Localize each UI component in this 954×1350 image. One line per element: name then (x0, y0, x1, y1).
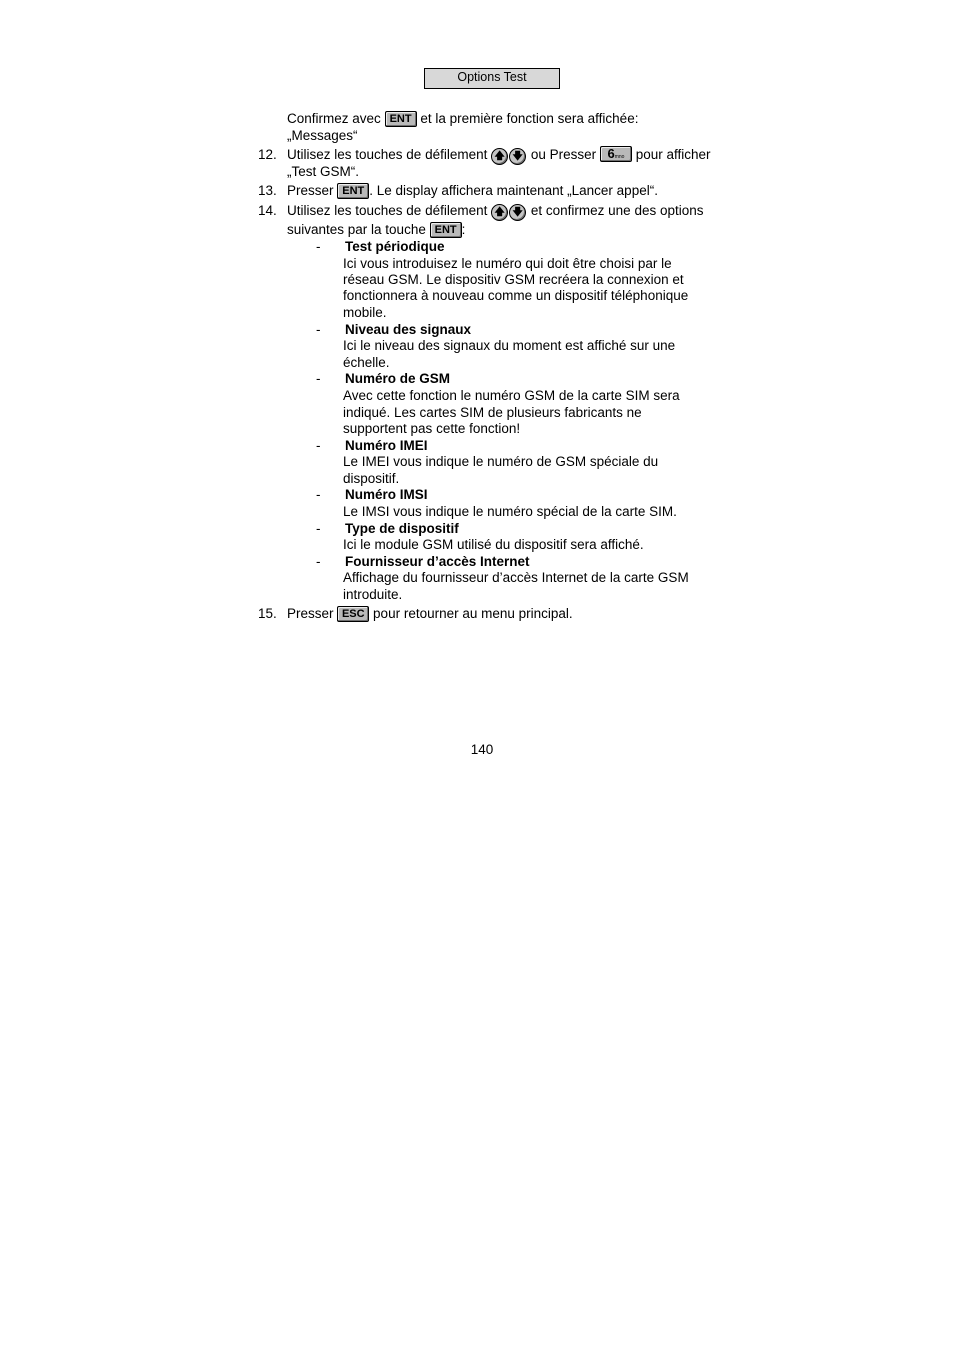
scroll-down-icon: 🡇 (509, 204, 526, 221)
option-desc: Avec cette fonction le numéro GSM de la carte SIM sera (343, 388, 680, 403)
option-desc: dispositif. (343, 471, 400, 486)
option-desc: supportent pas cette fonction! (343, 421, 521, 436)
intro-line-2: „Messages“ (287, 128, 358, 143)
scroll-up-icon: 🡅 (491, 204, 508, 221)
option-title: Type de dispositif (345, 521, 459, 536)
section-header: Options Test (424, 68, 560, 89)
option-desc: Le IMEI vous indique le numéro de GSM spéciale du (343, 454, 659, 469)
ent-key-icon: ENT (430, 222, 462, 238)
option-desc: Le IMSI vous indique le numéro spécial de la carte SIM. (343, 504, 677, 519)
option-desc: Affichage du fournisseur d’accès Internet de la carte GSM (343, 570, 689, 585)
option-title: Numéro IMSI (345, 487, 428, 502)
scroll-down-icon: 🡇 (509, 148, 526, 165)
option-desc: réseau GSM. Le dispositiv GSM recréera la connexion et (343, 272, 684, 287)
option-desc: Ici vous introduisez le numéro qui doit être choisi par le (343, 256, 672, 271)
page-number: 140 (470, 742, 494, 757)
option-desc: mobile. (343, 305, 387, 320)
intro-line: Confirmez avec ENT et la première fonction sera affichée: (287, 111, 639, 126)
option-desc: indiqué. Les cartes SIM de plusieurs fabricants ne (343, 405, 642, 420)
option-desc: fonctionnera à nouveau comme un dispositif téléphonique (343, 288, 689, 303)
ent-key-icon: ENT (385, 111, 417, 127)
option-desc: échelle. (343, 355, 390, 370)
step-12-line-2: „Test GSM“. (287, 164, 360, 179)
option-title: Fournisseur d’accès Internet (345, 554, 530, 569)
scroll-up-icon: 🡅 (491, 148, 508, 165)
option-desc: Ici le module GSM utilisé du dispositif sera affiché. (343, 537, 644, 552)
key-6-icon: 6mno (600, 146, 632, 162)
option-title: Niveau des signaux (345, 322, 472, 337)
step-14-line-2: suivantes par la touche ENT : (287, 222, 466, 237)
option-title: Numéro IMEI (345, 438, 428, 453)
ent-key-icon: ENT (337, 183, 369, 199)
option-desc: introduite. (343, 587, 403, 602)
option-title: Test périodique (345, 239, 445, 254)
option-title: Numéro de GSM (345, 371, 451, 386)
esc-key-icon: ESC (337, 606, 369, 622)
option-desc: Ici le niveau des signaux du moment est affiché sur une (343, 338, 676, 353)
